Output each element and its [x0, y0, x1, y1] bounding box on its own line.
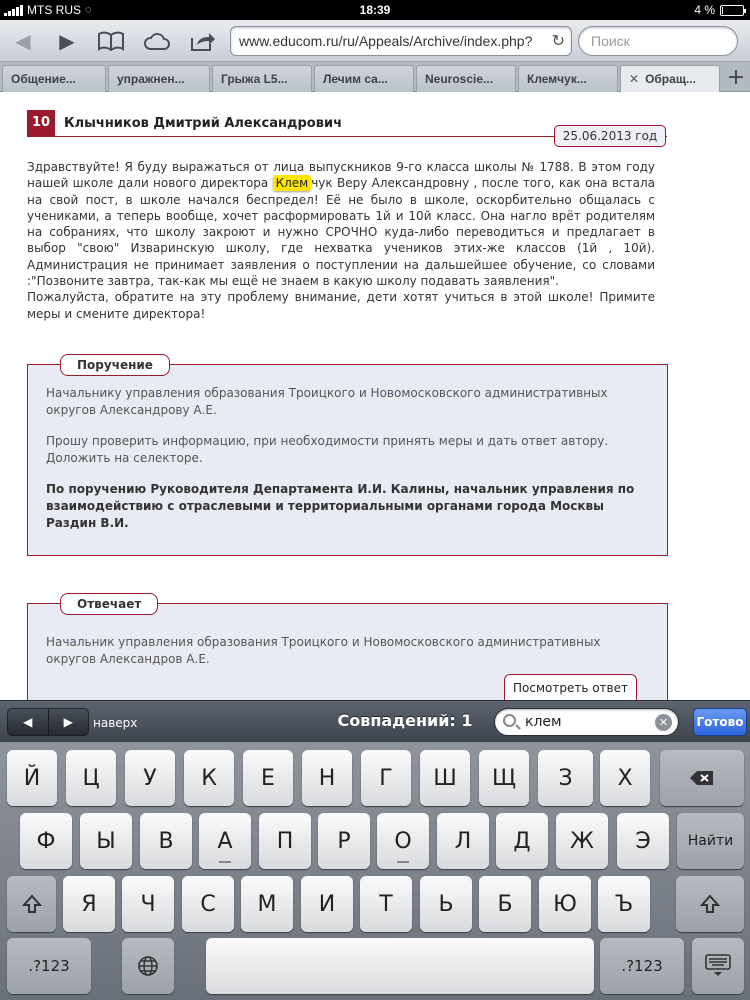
find-input[interactable] — [494, 708, 679, 736]
response-section — [27, 597, 668, 700]
key-14[interactable]: В — [140, 813, 192, 869]
globe-icon — [137, 955, 159, 977]
assignment-recipient: Начальнику управления образования Троицкого и Новомосковского административных округов Александрову А.Е. — [46, 386, 608, 417]
view-answer-button[interactable]: Посмотреть ответ — [504, 674, 637, 700]
next-match-button[interactable]: ▶ — [63, 715, 73, 729]
find-query: клем — [525, 714, 562, 730]
key-11[interactable]: Х — [600, 750, 650, 806]
key-13[interactable]: Ы — [80, 813, 132, 869]
key-9[interactable]: Щ — [479, 750, 529, 806]
key-15-label: А — [217, 828, 233, 854]
forward-icon[interactable]: ▶ — [59, 29, 75, 53]
appeal-text-part2: чук Веру Александровну , после того, как она встала на свой пост, в школе начался беспредел! Её не было в школе, оскорбительно общалась с учениками, а теперь вообще, хочет расформировать 1й и 10й класс. Она нагло врёт родителям на собраниях, что школу закроют и нужно СРОЧНО куда-либо переводиться и предлагает в выбор "свою" Изваринскую школу, где нехватка учеников этих-же классов (1й , 10й). Администрация не принимает заявления о поступлении на дальшейшее обучение, со словами :"Позвоните завтра, так-как мы ещё не знаем в какую школу подавать заявления". — [27, 176, 655, 289]
numbers-key-left[interactable]: .?123 — [7, 938, 91, 994]
key-18-label: О — [394, 828, 412, 854]
key-1[interactable]: Й — [7, 750, 57, 806]
search-highlight: Клем — [273, 175, 312, 191]
find-bar — [0, 700, 750, 742]
response-author: Начальник управления образования Троицкого и Новомосковского административных округов Александров А.Е. — [46, 635, 601, 666]
key-2[interactable]: Ц — [66, 750, 116, 806]
appeal-date: 25.06.2013 год — [554, 125, 666, 147]
tab-2[interactable]: упражнен... — [108, 65, 210, 92]
battery-percent: 4 % — [694, 3, 715, 17]
key-21[interactable]: Ж — [556, 813, 608, 869]
backspace-key[interactable] — [660, 750, 744, 806]
appeal-author: Клычников Дмитрий Александрович — [64, 116, 343, 131]
key-30[interactable]: Б — [479, 876, 531, 932]
scroll-top-link[interactable]: наверх — [93, 716, 138, 730]
done-button[interactable]: Готово — [693, 708, 747, 736]
numbers-key-right[interactable]: .?123 — [600, 938, 684, 994]
tab-4[interactable]: Лечим са... — [314, 65, 414, 92]
clock: 18:39 — [359, 3, 391, 17]
tab-bar — [0, 62, 750, 92]
back-icon[interactable]: ◀ — [15, 29, 31, 53]
browser-toolbar — [0, 20, 750, 62]
key-19[interactable]: Л — [437, 813, 489, 869]
bookmarks-icon[interactable] — [96, 26, 126, 56]
match-count: Совпадений: 1 — [337, 711, 473, 730]
response-label: Отвечает — [60, 593, 158, 615]
key-12[interactable]: Ф — [20, 813, 72, 869]
home-row-mark — [219, 861, 231, 863]
hide-keyboard-icon — [705, 954, 731, 978]
shift-icon — [700, 894, 720, 914]
assignment-signature: По поручению Руководителя Департамента И.И. Калины, начальник управления по взаимодействию с отраслевыми и территориальными органами города Москвы Раздин В.И. — [46, 482, 635, 530]
tab-1[interactable]: Общение... — [2, 65, 106, 92]
tab-6[interactable]: Клемчук... — [518, 65, 618, 92]
key-5[interactable]: Е — [243, 750, 293, 806]
key-31[interactable]: Ю — [539, 876, 591, 932]
tab-3[interactable]: Грыжа L5... — [212, 65, 312, 92]
assignment-request: Прошу проверить информацию, при необходимости принять меры и дать ответ автору. Доложить на селекторе. — [46, 434, 609, 465]
find-key[interactable]: Найти — [677, 813, 744, 869]
cloud-icon[interactable] — [142, 26, 172, 56]
previous-match-button[interactable]: ◀ — [8, 709, 49, 735]
key-26[interactable]: М — [241, 876, 293, 932]
key-20[interactable]: Д — [496, 813, 548, 869]
search-icon — [503, 714, 516, 727]
shift-right-key[interactable] — [676, 876, 744, 932]
key-15[interactable] — [199, 813, 251, 869]
share-icon[interactable] — [188, 26, 218, 56]
key-28[interactable]: Т — [360, 876, 412, 932]
appeal-text-part1: Здравствуйте! Я буду выражаться от лица выпускников 9-го класса школы № 1788. В этом году нашей школе дали нового директора — [27, 160, 655, 191]
wifi-icon: ◌ — [85, 4, 92, 16]
key-10[interactable]: З — [538, 750, 593, 806]
search-field[interactable] — [578, 26, 738, 56]
battery-status — [694, 3, 744, 17]
tab-5[interactable]: Neuroscie... — [416, 65, 516, 92]
key-17[interactable]: Р — [318, 813, 370, 869]
backspace-icon — [689, 770, 715, 786]
appeal-text-part3: Пожалуйста, обратите на эту проблему внимание, дети хотят учиться в этой школе! Примите меры и смените директора! — [27, 290, 655, 321]
key-18[interactable] — [377, 813, 429, 869]
tab-label: Обращ... — [645, 72, 696, 86]
key-29[interactable]: Ь — [420, 876, 472, 932]
key-25[interactable]: С — [182, 876, 234, 932]
space-key[interactable] — [206, 938, 594, 994]
clear-icon[interactable]: ✕ — [655, 714, 672, 731]
carrier-name: MTS RUS — [27, 3, 81, 17]
search-placeholder: Поиск — [591, 33, 630, 49]
appeal-number: 10 — [27, 110, 55, 136]
key-23[interactable]: Я — [63, 876, 115, 932]
battery-icon — [720, 5, 744, 16]
key-32[interactable]: Ъ — [598, 876, 650, 932]
new-tab-icon[interactable]: + — [726, 65, 746, 90]
appeal-text — [27, 159, 655, 322]
key-22[interactable]: Э — [617, 813, 669, 869]
url-field[interactable] — [230, 26, 572, 56]
shift-left-key[interactable] — [7, 876, 56, 932]
home-row-mark — [397, 861, 409, 863]
hide-keyboard-key[interactable] — [692, 938, 744, 994]
key-6[interactable]: Н — [302, 750, 352, 806]
find-nav-control — [7, 708, 89, 736]
assignment-label: Поручение — [60, 354, 170, 376]
web-page — [0, 92, 750, 700]
key-16[interactable]: П — [259, 813, 311, 869]
key-4[interactable]: К — [184, 750, 234, 806]
assignment-section — [27, 358, 668, 556]
key-3[interactable]: У — [125, 750, 175, 806]
key-24[interactable]: Ч — [122, 876, 174, 932]
status-bar — [0, 0, 750, 20]
key-27[interactable]: И — [301, 876, 353, 932]
tab-7-active[interactable] — [620, 65, 720, 92]
globe-key[interactable] — [122, 938, 174, 994]
reload-icon[interactable]: ↻ — [551, 31, 565, 50]
keyboard — [0, 742, 750, 1000]
key-7[interactable]: Г — [361, 750, 411, 806]
url-text: www.educom.ru/ru/Appeals/Archive/index.php? — [239, 33, 533, 49]
key-8[interactable]: Ш — [420, 750, 470, 806]
tab-close-icon[interactable]: ✕ — [629, 72, 640, 86]
shift-icon — [22, 894, 42, 914]
